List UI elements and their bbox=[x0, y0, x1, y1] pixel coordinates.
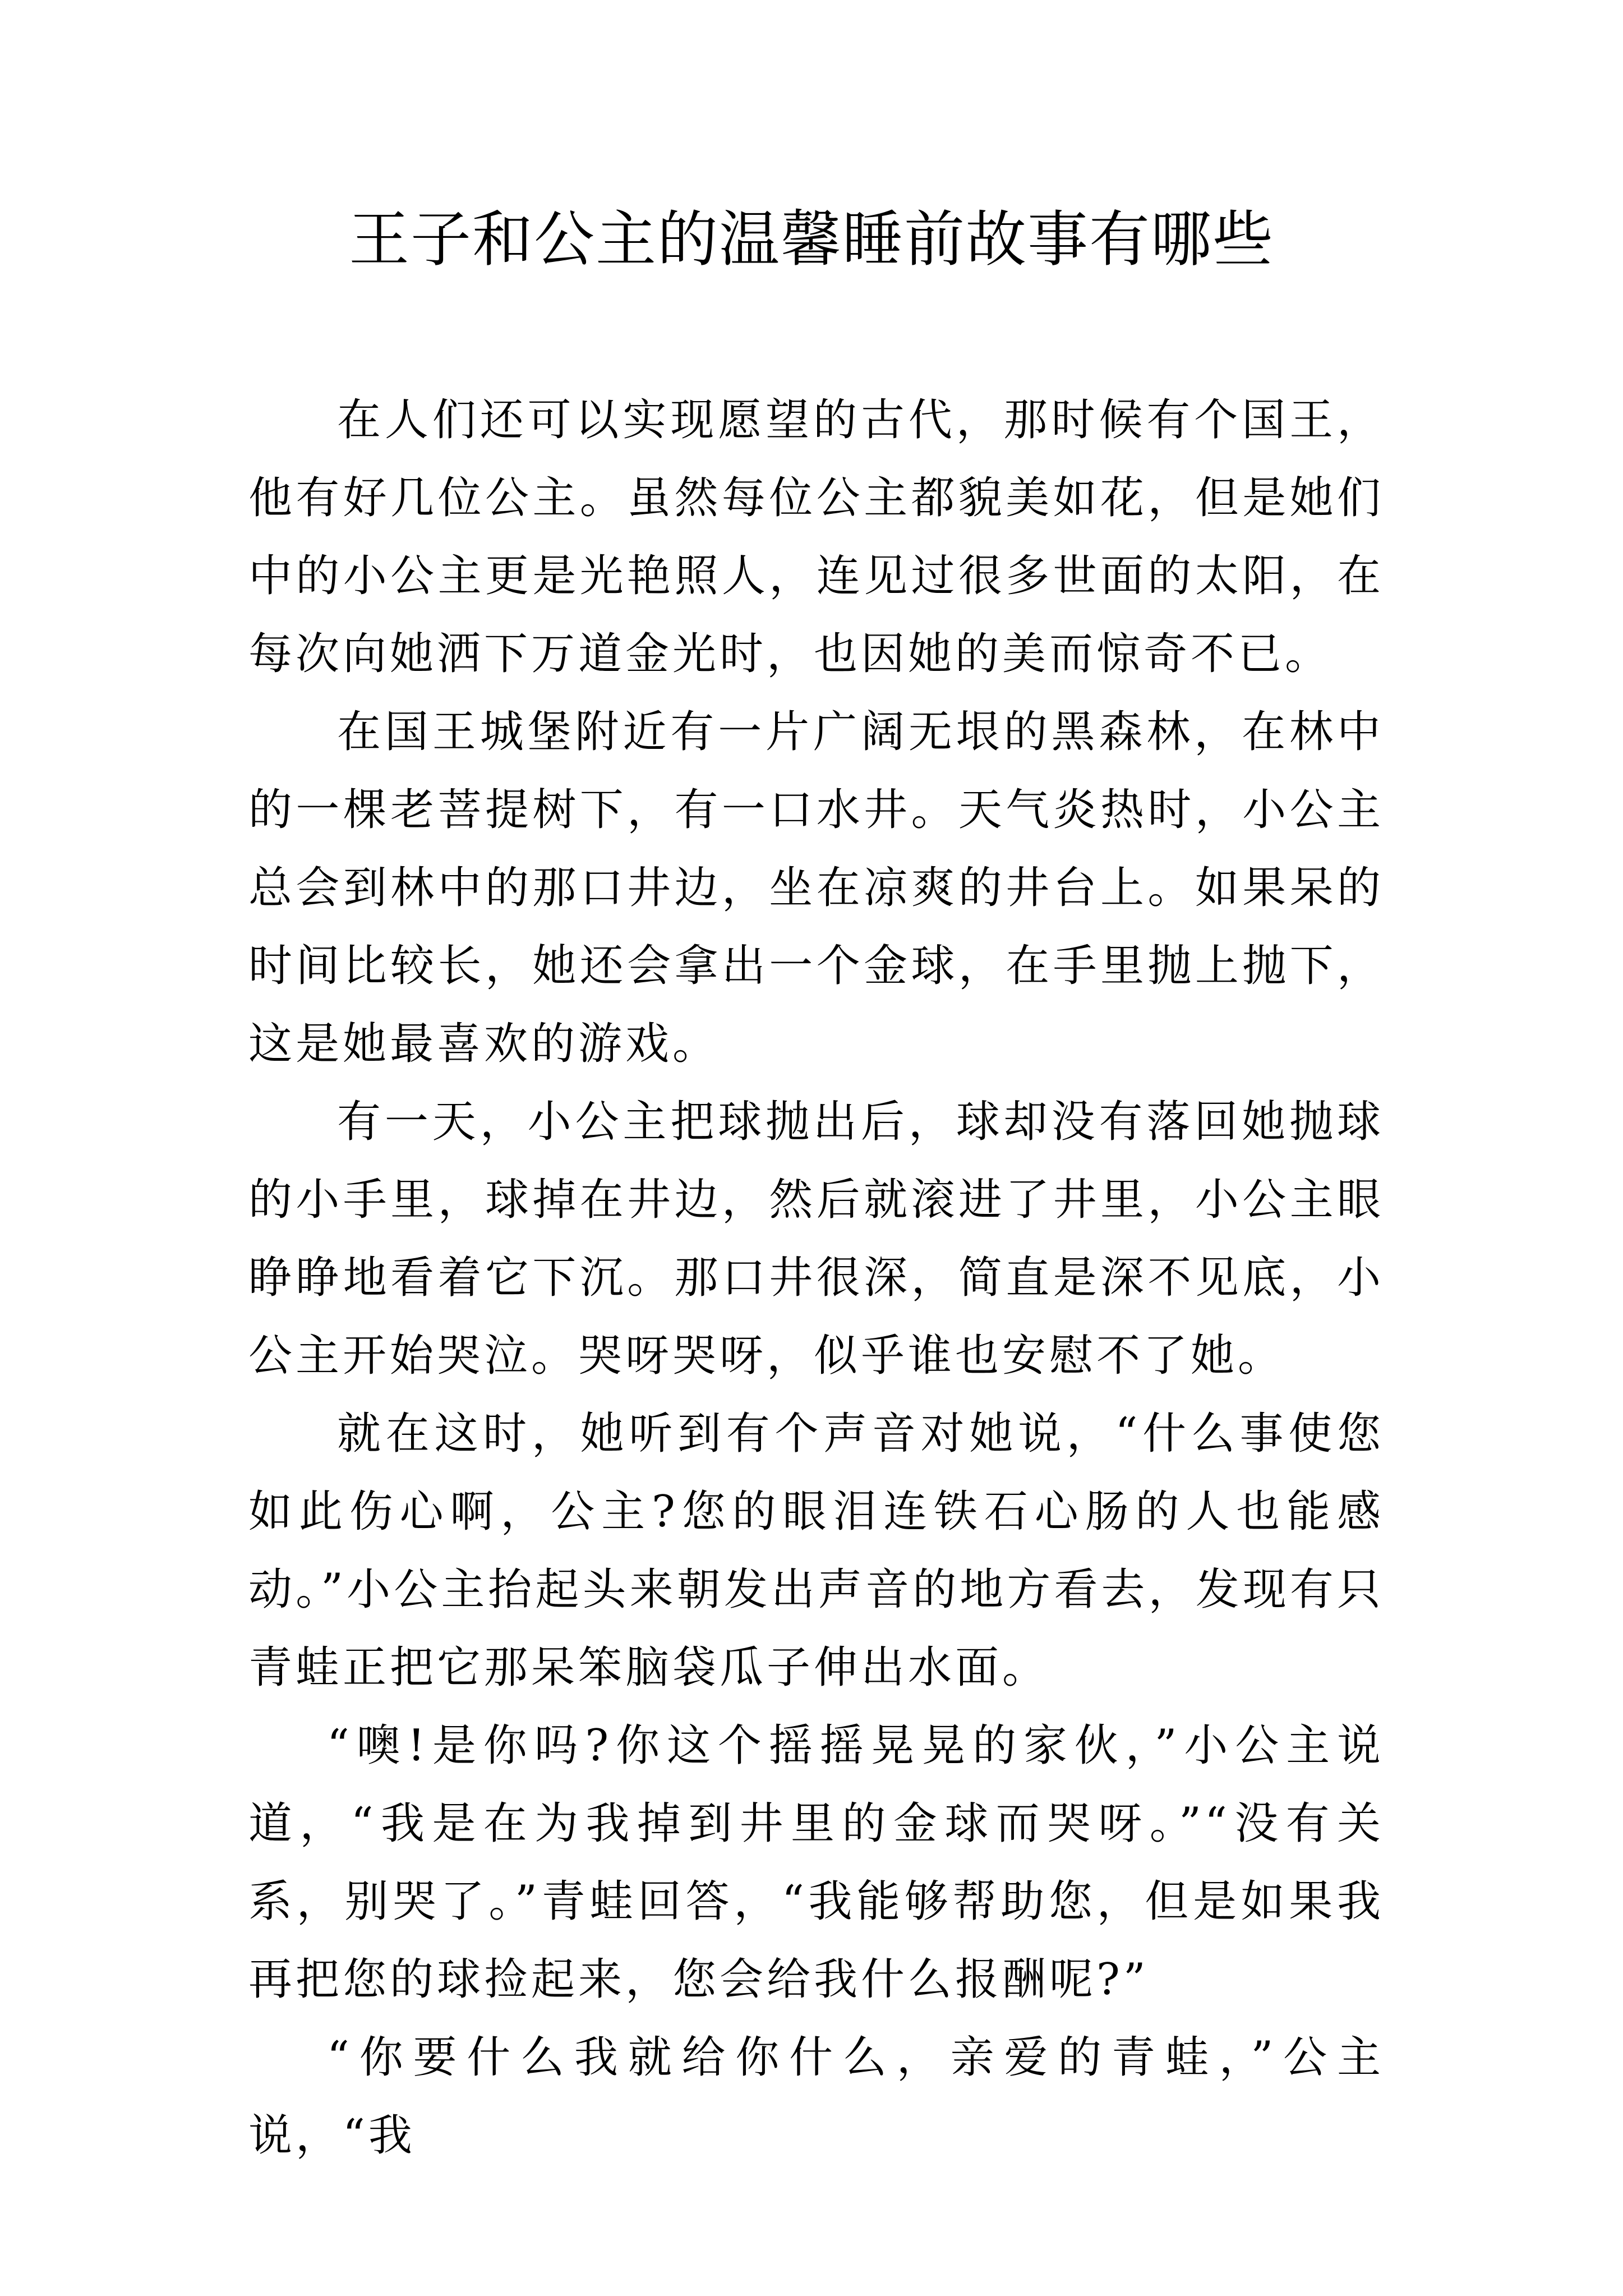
paragraph-4: 就在这时，她听到有个声音对她说，“什么事使您如此伤心啊，公主?您的眼泪连铁石心肠的人也能感动。”小公主抬起头来朝发出声音的地方看去，发现有只青蛙正把它那呆笨脑袋瓜子伸出水面。 bbox=[248, 1409, 1384, 1693]
paragraph-5: “噢!是你吗?你这个摇摇晃晃的家伙，”小公主说道，“我是在为我掉到井里的金球而哭呀。”“没有关系，别哭了。”青蛙回答，“我能够帮助您，但是如果我再把您的球捡起来，您会给我什么报酬呢?” bbox=[248, 1720, 1384, 2005]
paragraph-1: 在人们还可以实现愿望的古代，那时候有个国王，他有好几位公主。虽然每位公主都貌美如花，但是她们中的小公主更是光艳照人，连见过很多世面的太阳，在每次向她洒下万道金光时，也因她的美而惊奇不已。 bbox=[248, 395, 1384, 679]
paragraph-6: “你要什么我就给你什么，亲爱的青蛙，”公主说，“我 bbox=[248, 2032, 1384, 2161]
paragraph-3: 有一天，小公主把球抛出后，球却没有落回她抛球的小手里，球掉在井边，然后就滚进了井里，小公主眼睁睁地看着它下沉。那口井很深，简直是深不见底，小公主开始哭泣。哭呀哭呀，似乎谁也安慰不了她。 bbox=[248, 1097, 1384, 1381]
document-body bbox=[248, 381, 1384, 2175]
document-title: 王子和公主的温馨睡前故事有哪些 bbox=[348, 205, 1274, 275]
paragraph-2: 在国王城堡附近有一片广阔无垠的黑森林，在林中的一棵老菩提树下，有一口水井。天气炎热时，小公主总会到林中的那口井边，坐在凉爽的井台上。如果呆的时间比较长，她还会拿出一个金球，在手里抛上抛下，这是她最喜欢的游戏。 bbox=[248, 707, 1384, 1069]
